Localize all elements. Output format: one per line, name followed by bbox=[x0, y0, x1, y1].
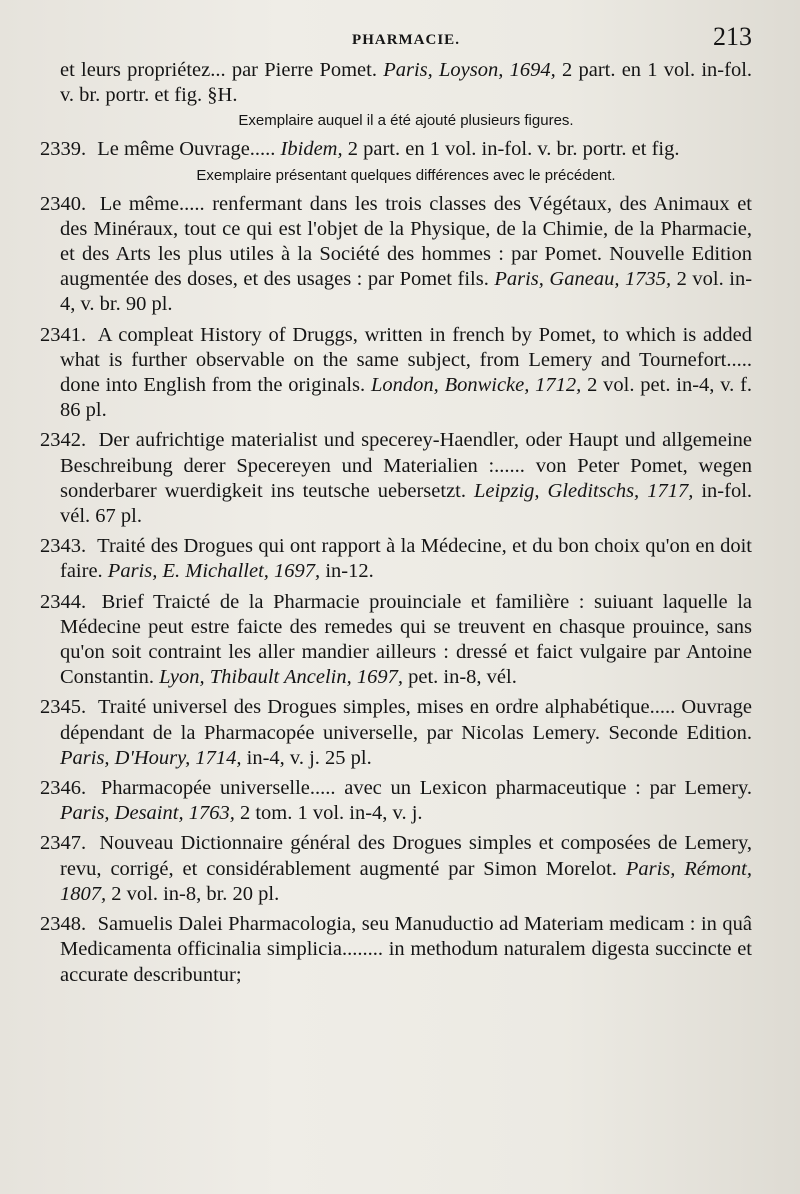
entry-details: in-4, v. j. 25 pl. bbox=[246, 746, 372, 769]
entry-details: in-12. bbox=[325, 560, 374, 583]
entry-number: 2343. bbox=[40, 535, 87, 558]
entry-note: Exemplaire auquel il a été ajouté plusieurs figures. bbox=[238, 112, 574, 130]
entry-imprint: Leipzig, Gleditschs, 1717, bbox=[474, 479, 694, 502]
entry-imprint: Paris, Rémont, 1807, bbox=[60, 857, 752, 905]
entry-imprint: London, Bonwicke, 1712, bbox=[370, 374, 582, 397]
entry-text: Traité universel des Drogues simples, mises en ordre alphabétique..... Ouvrage dépendant de la Pharmacopée universelle, par Nicolas Lemery. Seconde Edition. bbox=[60, 696, 752, 744]
running-head: PHARMACIE. bbox=[352, 32, 460, 48]
entry-imprint: Paris, Loyson, 1694, bbox=[383, 59, 556, 81]
entry-details: 2 vol. in-4, v. br. 90 pl. bbox=[60, 268, 753, 316]
page-header bbox=[60, 22, 752, 58]
catalog-entry bbox=[40, 192, 753, 318]
entry-number: 2341. bbox=[40, 323, 87, 346]
entry-imprint: Paris, Desaint, 1763, bbox=[60, 802, 235, 825]
catalog-entry bbox=[40, 534, 752, 584]
entry-text: Nouveau Dictionnaire général des Drogues simples et composées de Lemery, revu, corrigé, et considérablement augmenté par Simon Morelot. bbox=[60, 832, 752, 880]
entry-imprint: Paris, D'Houry, 1714, bbox=[60, 746, 242, 769]
catalog-entry bbox=[40, 323, 753, 424]
entry-imprint: Lyon, Thibault Ancelin, 1697, bbox=[159, 666, 403, 689]
page-number: 213 bbox=[713, 22, 752, 51]
entry-list bbox=[40, 137, 753, 987]
catalog-entry bbox=[40, 137, 752, 162]
entry-number: 2342. bbox=[40, 429, 87, 452]
entry-text: Le même..... renfermant dans les trois classes des Végétaux, des Animaux et des Minéraux, tout ce qui est l'objet de la Physique, de la Chimie, de la Pharmacie, et des Arts les plus utiles à la Société des hommes : par Pomet. Nouvelle Edition augmentée des doses, et des usages : par Pomet fils. bbox=[60, 192, 753, 291]
entry-note: Exemplaire présentant quelques différences avec le précédent. bbox=[196, 166, 616, 184]
entry-details: pet. in-8, vél. bbox=[408, 666, 517, 689]
entry-text: Der aufrichtige materialist und specerey-Haendler, oder Haupt und allgemeine Beschreibung derer Specereyen und Materialien :...... von Peter Pomet, wegen sonderbarer wuerdigkeit ins teutsche uebersetzt. bbox=[60, 429, 752, 502]
catalog-entry bbox=[40, 831, 752, 907]
entry-number: 2340. bbox=[40, 192, 87, 215]
entry-text: Samuelis Dalei Pharmacologia, seu Manuductio ad Materiam medicam : in quâ Medicamenta officinalia simplicia........ in methodum naturalem digesta succincte et accurate describuntur; bbox=[60, 913, 752, 986]
entry-text: Pharmacopée universelle..... avec un Lexicon pharmaceutique : par Lemery. bbox=[100, 777, 753, 800]
entry-details: 2 vol. in-8, br. 20 pl. bbox=[111, 882, 280, 905]
entry-details: 2 tom. 1 vol. in-4, v. j. bbox=[239, 802, 423, 825]
catalog-entry bbox=[40, 912, 752, 988]
entry-number: 2347. bbox=[40, 832, 87, 855]
entry-text: Le même Ouvrage..... bbox=[97, 138, 276, 161]
entry-number: 2344. bbox=[40, 590, 87, 613]
entry-imprint: Paris, Ganeau, 1735, bbox=[494, 268, 672, 291]
entry-number: 2348. bbox=[40, 913, 87, 936]
catalog-entry bbox=[40, 695, 752, 771]
entry-text: Traité des Drogues qui ont rapport à la Médecine, et du bon choix qu'on en doit faire. bbox=[60, 535, 752, 583]
entry-text: Brief Traicté de la Pharmacie prouinciale et familière : suiuant laquelle la Médecine peut estre faicte des remedes qui se treuvent en chasque prouince, sans qu'on soit contraint les aller mandier ailleurs : dressé et faict vulgaire par Antoine Constantin. bbox=[60, 590, 752, 689]
entry-text: et leurs propriétez... par Pierre Pomet. bbox=[60, 59, 377, 81]
entry-details: 2 part. en 1 vol. in-fol. v. br. portr. et fig. bbox=[347, 138, 680, 161]
entry-details: in-fol. vél. 67 pl. bbox=[60, 479, 753, 528]
entry-number: 2346. bbox=[40, 777, 87, 800]
entry-text: A compleat History of Druggs, written in french by Pomet, to which is added what is further observable on the same subject, from Lemery and Tournefort..... done into English from the originals. bbox=[60, 323, 752, 397]
entry-details: 2 vol. pet. in-4, v. f. 86 pl. bbox=[60, 374, 753, 422]
entry-details: 2 part. en 1 vol. in-fol. v. br. portr. et fig. §H. bbox=[60, 59, 753, 107]
catalog-entry bbox=[40, 428, 753, 529]
entry-imprint: Paris, E. Michallet, 1697, bbox=[107, 560, 321, 583]
catalog-entry bbox=[40, 776, 753, 826]
entry-number: 2345. bbox=[40, 696, 87, 719]
entry-imprint: Ibidem, bbox=[280, 138, 343, 161]
entry-number: 2339. bbox=[40, 138, 87, 161]
continued-entry bbox=[60, 58, 752, 108]
catalog-entry bbox=[40, 590, 752, 691]
